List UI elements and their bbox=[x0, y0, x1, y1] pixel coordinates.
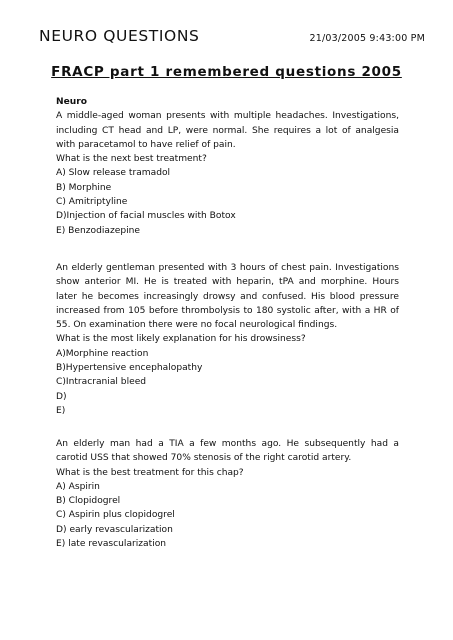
answer-option-d: D)Injection of facial muscles with Botox bbox=[56, 211, 236, 222]
answer-option-b: B) Morphine bbox=[56, 182, 112, 193]
question-prompt: What is the next best treatment? bbox=[56, 154, 207, 165]
answer-option-c: C)Intracranial bleed bbox=[56, 377, 147, 388]
header-datetime: 21/03/2005 9:43:00 PM bbox=[309, 33, 425, 44]
answer-option-b: B)Hypertensive encephalopathy bbox=[56, 363, 203, 374]
question-prompt: What is the most likely explanation for his drowsiness? bbox=[56, 334, 306, 345]
answer-option-d: D) bbox=[56, 391, 67, 402]
answer-option-a: A) Slow release tramadol bbox=[56, 168, 171, 179]
answer-option-b: B) Clopidogrel bbox=[56, 496, 121, 507]
question-stem: An elderly man had a TIA a few months ago. He subsequently had a carotid USS that showed 70% stenosis of the right carotid artery. bbox=[56, 439, 399, 464]
answer-option-a: A) Aspirin bbox=[56, 481, 100, 492]
question-1 bbox=[56, 95, 399, 238]
question-stem: A middle-aged woman presents with multiple headaches. Investigations, including CT head and LP, were normal. She requires a lot of analgesia with paracetamol to have relief of pain. bbox=[56, 111, 399, 150]
question-prompt: What is the best treatment for this chap? bbox=[56, 467, 244, 478]
answer-option-e: E) late revascularization bbox=[56, 539, 167, 550]
question-stem: An elderly gentleman presented with 3 hours of chest pain. Investigations show anterior MI. He is treated with heparin, tPA and morphine. Hours later he becomes increasingly drowsy and confused. His blood pressure increased from 105 before thrombolysis to 180 systolic after, with a HR of 55. On examination there were no focal neurological findings. bbox=[56, 263, 399, 331]
answer-option-d: D) early revascularization bbox=[56, 524, 173, 535]
answer-option-c: C) Aspirin plus clopidogrel bbox=[56, 510, 175, 521]
section-heading: Neuro bbox=[56, 97, 87, 107]
answer-option-e: E) Benzodiazepine bbox=[56, 225, 141, 236]
answer-option-a: A)Morphine reaction bbox=[56, 348, 149, 359]
answer-option-e: E) bbox=[56, 405, 66, 416]
header-title: NEURO QUESTIONS bbox=[39, 27, 200, 45]
answer-option-c: C) Amitriptyline bbox=[56, 197, 128, 208]
question-3 bbox=[56, 437, 399, 551]
document-title: FRACP part 1 remembered questions 2005 bbox=[51, 64, 402, 80]
question-2 bbox=[56, 261, 399, 418]
